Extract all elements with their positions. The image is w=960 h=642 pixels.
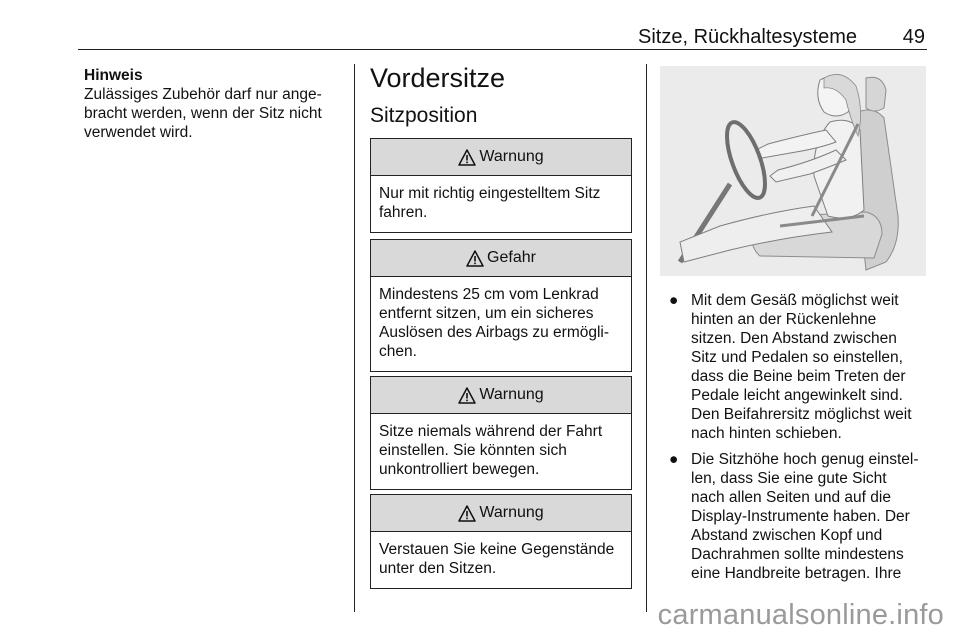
list-line: nach hinten schieben. bbox=[691, 425, 842, 442]
warning-box-title: Warnung bbox=[479, 386, 544, 403]
box-line: unter den Sitzen. bbox=[379, 560, 497, 577]
list-line: hinten an der Rückenlehne bbox=[691, 311, 877, 328]
warning-box-title: Warnung bbox=[479, 504, 544, 521]
warning-box bbox=[370, 494, 632, 589]
warning-box bbox=[370, 138, 632, 233]
hinweis-title: Hinweis bbox=[84, 67, 143, 84]
warning-triangle-icon bbox=[458, 505, 476, 522]
watermark: carmanualsonline.info bbox=[657, 599, 944, 631]
warning-box-header bbox=[371, 377, 631, 414]
warning-box-header bbox=[371, 139, 631, 176]
section-header bbox=[370, 62, 632, 129]
box-line: Nur mit richtig eingestelltem Sitz bbox=[379, 185, 601, 202]
warning-box-body bbox=[371, 414, 631, 489]
seated-driver-drawing bbox=[660, 66, 926, 276]
hinweis-line: Zulässiges Zubehör darf nur ange- bbox=[84, 86, 322, 103]
warning-triangle-icon bbox=[458, 387, 476, 404]
list-line: Mit dem Gesäß möglichst weit bbox=[691, 292, 899, 309]
list-line: sitzen. Den Abstand zwischen bbox=[691, 330, 897, 347]
list-line: Display-Instrumente haben. Der bbox=[691, 508, 910, 525]
box-line: entfernt sitzen, um ein sicheres bbox=[379, 305, 594, 322]
box-line: Mindestens 25 cm vom Lenkrad bbox=[379, 286, 599, 303]
section-heading: Vordersitze bbox=[370, 63, 506, 93]
box-line: Verstauen Sie keine Gegenstände bbox=[379, 541, 615, 558]
warning-triangle-icon bbox=[466, 250, 484, 267]
list-line: Abstand zwischen Kopf und bbox=[691, 527, 883, 544]
warning-box bbox=[370, 376, 632, 490]
warning-triangle-icon bbox=[458, 149, 476, 166]
bullet-marker: ● bbox=[669, 451, 679, 468]
danger-box bbox=[370, 239, 632, 372]
warning-box-header bbox=[371, 495, 631, 532]
list-line: Dachrahmen sollte mindestens bbox=[691, 546, 904, 563]
instruction-list bbox=[660, 291, 926, 590]
box-line: unkontrolliert bewegen. bbox=[379, 461, 540, 478]
column-divider bbox=[354, 64, 355, 612]
danger-box-header bbox=[371, 240, 631, 277]
seated-driver-illustration bbox=[660, 66, 926, 276]
section-subheading: Sitzposition bbox=[370, 104, 478, 127]
hinweis-line: verwendet wird. bbox=[84, 124, 193, 141]
illustration-column bbox=[660, 66, 926, 276]
list-item bbox=[660, 291, 926, 443]
page-header bbox=[78, 22, 927, 50]
warning-box-title: Warnung bbox=[479, 148, 544, 165]
list-line: Die Sitzhöhe hoch genug einstel- bbox=[691, 451, 919, 468]
warning-box-body bbox=[371, 176, 631, 232]
list-item bbox=[660, 450, 926, 583]
box-line: chen. bbox=[379, 343, 417, 360]
header-title: Sitze, Rückhaltesysteme bbox=[638, 26, 857, 48]
danger-box-title: Gefahr bbox=[487, 249, 536, 266]
list-line: eine Handbreite betragen. Ihre bbox=[691, 565, 902, 582]
box-line: Auslösen des Airbags zu ermögli- bbox=[379, 324, 610, 341]
list-line: nach allen Seiten und auf die bbox=[691, 489, 891, 506]
list-line: Den Beifahrersitz möglichst weit bbox=[691, 406, 912, 423]
danger-box-body bbox=[371, 277, 631, 371]
page-number: 49 bbox=[902, 26, 925, 48]
bullet-marker: ● bbox=[669, 292, 679, 309]
list-line: dass die Beine beim Treten der bbox=[691, 368, 906, 385]
hinweis-line: bracht werden, wenn der Sitz nicht bbox=[84, 105, 322, 122]
list-line: Pedale leicht angewinkelt sind. bbox=[691, 387, 903, 404]
hinweis-note bbox=[84, 66, 346, 142]
box-line: einstellen. Sie könnten sich bbox=[379, 442, 567, 459]
warning-box-body bbox=[371, 532, 631, 588]
list-line: Sitz und Pedalen so einstellen, bbox=[691, 349, 903, 366]
list-line: len, dass Sie eine gute Sicht bbox=[691, 470, 887, 487]
column-divider bbox=[646, 64, 647, 612]
box-line: fahren. bbox=[379, 204, 428, 221]
box-line: Sitze niemals während der Fahrt bbox=[379, 423, 603, 440]
